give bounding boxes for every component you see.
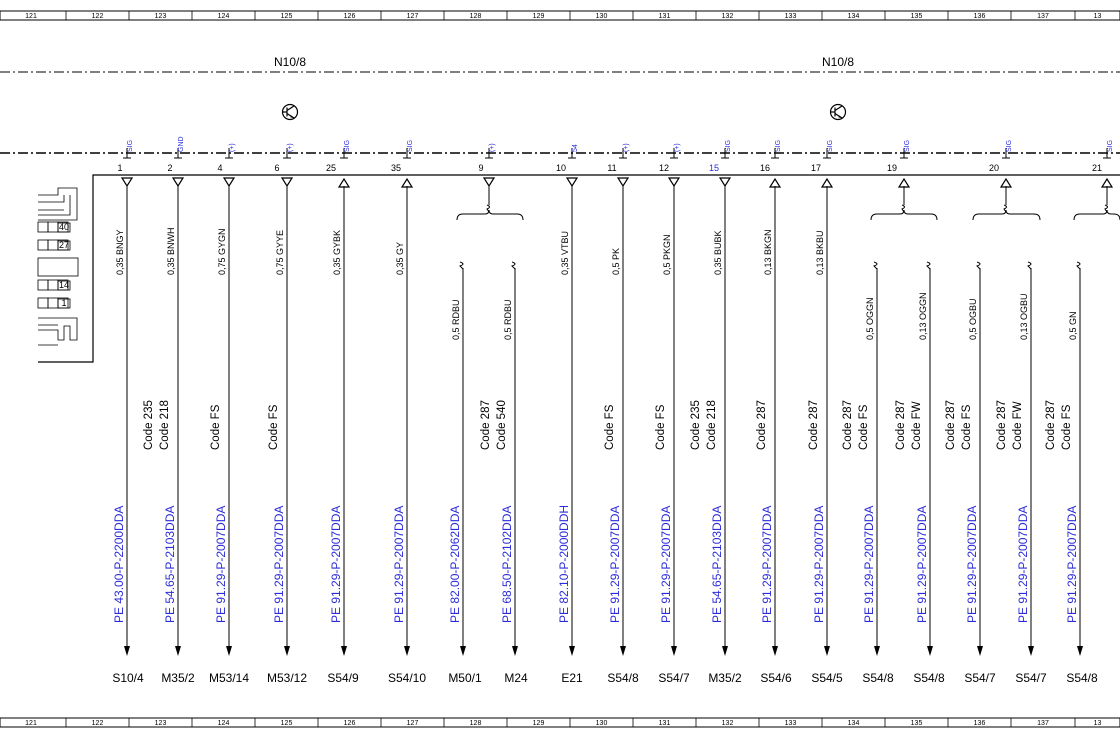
ruler-cell: 133 xyxy=(784,720,797,727)
wire-color-label: 0,5 OGBU xyxy=(968,298,978,340)
split-brace xyxy=(457,210,523,220)
arrow-down-icon xyxy=(512,646,518,656)
ruler-bottom xyxy=(0,718,1120,727)
arrow-down-icon xyxy=(772,646,778,656)
code-label: Code FS xyxy=(961,404,973,450)
arrow-in-icon xyxy=(484,178,494,186)
ruler-cell: 132 xyxy=(721,720,734,727)
arrow-out-icon xyxy=(1102,179,1112,187)
pin-tag: SIG xyxy=(775,139,782,152)
arrow-in-icon xyxy=(618,178,628,186)
destination-label: S54/6 xyxy=(760,671,792,685)
code-label: Code FS xyxy=(604,404,616,450)
destination-label: S54/7 xyxy=(1015,671,1047,685)
code-label: Code 287 xyxy=(480,400,492,450)
wire-color-label: 0,35 VTBU xyxy=(560,230,570,275)
wire-color-label: 0,13 BKGN xyxy=(763,229,773,275)
wire-break xyxy=(927,262,930,269)
split-brace xyxy=(1074,210,1120,220)
pin-label: 6 xyxy=(274,163,280,173)
ruler-cell: 136 xyxy=(973,13,986,20)
ruler-cell: 137 xyxy=(1037,720,1049,727)
wire-color-label: 0,13 BKBU xyxy=(815,230,825,275)
connector-cell-27: 27 xyxy=(58,240,70,250)
reference-label: PE 91.29-P-2007DDA xyxy=(272,505,286,623)
arrow-down-icon xyxy=(460,646,466,656)
reference-label: PE 91.29-P-2007DDA xyxy=(812,505,826,623)
code-label: Code FW xyxy=(1012,401,1024,450)
pin-tag: SIG xyxy=(1006,139,1013,152)
ruler-cell: 125 xyxy=(280,13,293,20)
pin-tag: SIG xyxy=(127,139,134,152)
ruler-cell: 126 xyxy=(343,720,356,727)
pin-tag: (+) xyxy=(229,143,236,152)
ruler-cell: 122 xyxy=(91,720,104,727)
arrow-down-icon xyxy=(824,646,830,656)
wire-break xyxy=(977,262,980,269)
code-label: Code 218 xyxy=(159,400,171,450)
pin-label: 11 xyxy=(607,163,617,173)
destination-label: M35/2 xyxy=(708,671,742,685)
destination-label: M53/14 xyxy=(208,671,250,685)
reference-label: PE 43.00-P-2200DDA xyxy=(112,505,126,623)
destination-label: S54/8 xyxy=(913,671,945,685)
arrow-down-icon xyxy=(341,646,347,656)
ruler-cell: 128 xyxy=(469,13,482,20)
ruler-cell: 124 xyxy=(217,13,230,20)
pin-tag: SIG xyxy=(904,139,911,152)
code-label: Code 287 xyxy=(1045,400,1057,450)
transistor-symbol-icon xyxy=(283,105,298,120)
arrow-out-icon xyxy=(770,179,780,187)
arrow-down-icon xyxy=(671,646,677,656)
pin-tag: SIG xyxy=(827,139,834,152)
arrow-down-icon xyxy=(404,646,410,656)
code-label: Code 287 xyxy=(945,400,957,450)
destination-label: M24 xyxy=(504,671,528,685)
arrow-down-icon xyxy=(569,646,575,656)
arrow-in-icon xyxy=(122,178,132,186)
pin-label: 15 xyxy=(708,163,720,173)
ruler-cell: 13 xyxy=(1093,720,1102,727)
arrow-down-icon xyxy=(977,646,983,656)
ruler-cell: 126 xyxy=(343,13,356,20)
ruler-cell: 129 xyxy=(532,13,545,20)
reference-label: PE 91.29-P-2007DDA xyxy=(659,505,673,623)
wire-color-label: 0,5 OGGN xyxy=(865,297,875,340)
pin-label: 1 xyxy=(117,163,123,173)
reference-label: PE 91.29-P-2007DDA xyxy=(329,505,343,623)
arrow-in-icon xyxy=(669,178,679,186)
wire-group xyxy=(112,136,1120,685)
split-brace xyxy=(871,210,937,220)
reference-label: PE 91.29-P-2007DDA xyxy=(1065,505,1079,623)
destination-label: S54/10 xyxy=(387,671,427,685)
arrow-out-icon xyxy=(822,179,832,187)
reference-label: PE 54.65-P-2103DDA xyxy=(163,505,177,623)
ruler-cell: 128 xyxy=(469,720,482,727)
ruler-cell: 121 xyxy=(25,720,37,727)
code-label: Code 540 xyxy=(496,400,508,450)
pin-tag: (+) xyxy=(623,143,630,152)
connector-face-drawing xyxy=(38,188,78,345)
wire-break xyxy=(460,262,463,269)
pin-tag: (+) xyxy=(674,143,681,152)
pin-tag: (+) xyxy=(287,143,294,152)
ruler-cell: 130 xyxy=(595,720,608,727)
connector-cell-labels xyxy=(59,222,69,308)
reference-label: PE 91.29-P-2007DDA xyxy=(608,505,622,623)
ruler-cell: 137 xyxy=(1037,13,1049,20)
pin-tag: GND xyxy=(178,136,185,152)
wire-color-label: 0,5 PKGN xyxy=(662,234,672,275)
ruler-cell: 132 xyxy=(721,13,734,20)
wire-color-label: 0,35 GY xyxy=(395,241,405,275)
code-label: Code FS xyxy=(858,404,870,450)
destination-label: M35/2 xyxy=(161,671,195,685)
destination-label: S10/4 xyxy=(112,671,144,685)
code-label: Code 287 xyxy=(808,400,820,450)
destination-label: M50/1 xyxy=(448,671,482,685)
destination-label: M53/12 xyxy=(266,671,308,685)
arrow-out-icon xyxy=(899,179,909,187)
pin-tag: 54 xyxy=(572,144,579,152)
code-label: Code FS xyxy=(268,404,280,450)
ruler-cell: 134 xyxy=(847,720,860,727)
ruler-cell: 125 xyxy=(280,720,293,727)
pin-label: 2 xyxy=(167,163,173,173)
code-label: Code 287 xyxy=(842,400,854,450)
reference-label: PE 91.29-P-2007DDA xyxy=(392,505,406,623)
arrow-down-icon xyxy=(722,646,728,656)
arrow-out-icon xyxy=(339,179,349,187)
destination-label: S54/9 xyxy=(327,671,359,685)
ruler-cell: 127 xyxy=(406,13,419,20)
code-label: Code FW xyxy=(911,401,923,450)
reference-label: PE 82.10-P-2000DDH xyxy=(557,504,571,623)
arrow-out-icon xyxy=(1001,179,1011,187)
destination-label: S54/8 xyxy=(607,671,639,685)
ruler-cell: 127 xyxy=(406,720,419,727)
wire-color-label: 0,35 BNWH xyxy=(166,227,176,275)
pin-label: 25 xyxy=(325,163,337,173)
ruler-cell: 136 xyxy=(973,720,986,727)
pin-label: 10 xyxy=(555,163,567,173)
code-label: Code 218 xyxy=(706,400,718,450)
ruler-cell: 130 xyxy=(595,13,608,20)
wire-color-label: 0,5 RDBU xyxy=(503,299,513,340)
wire-color-label: 0,5 RDBU xyxy=(451,299,461,340)
ruler-cell: 122 xyxy=(91,13,104,20)
arrow-down-icon xyxy=(175,646,181,656)
reference-label: PE 91.29-P-2007DDA xyxy=(965,505,979,623)
ruler-cell: 135 xyxy=(910,13,923,20)
ruler-cell: 135 xyxy=(910,720,923,727)
ruler-cell: 13 xyxy=(1093,13,1102,20)
code-label: Code 235 xyxy=(143,400,155,450)
ruler-top xyxy=(0,11,1120,20)
pin-label: 9 xyxy=(478,163,484,173)
wire-color-label: 0,35 BUBK xyxy=(713,230,723,275)
destination-label: S54/7 xyxy=(964,671,996,685)
code-label: Code 287 xyxy=(895,400,907,450)
arrow-down-icon xyxy=(284,646,290,656)
pin-tag: SIG xyxy=(344,139,351,152)
code-label: Code FS xyxy=(1061,404,1073,450)
reference-label: PE 82.00-P-2062DDA xyxy=(448,505,462,623)
pin-label: 20 xyxy=(988,163,1000,173)
pin-label: 16 xyxy=(759,163,771,173)
split-brace xyxy=(973,210,1040,220)
pin-label: 21 xyxy=(1091,163,1103,173)
connector-cell-14: 14 xyxy=(58,280,70,290)
wire-break xyxy=(1028,262,1031,269)
code-label: Code FS xyxy=(210,404,222,450)
pin-label: 19 xyxy=(886,163,898,173)
wire-break xyxy=(512,262,515,269)
arrow-in-icon xyxy=(720,178,730,186)
code-label: Code 235 xyxy=(690,400,702,450)
arrow-down-icon xyxy=(927,646,933,656)
pin-tag: SIG xyxy=(407,139,414,152)
ruler-cell: 131 xyxy=(658,720,671,727)
pin-label: 12 xyxy=(658,163,670,173)
wire-color-label: 0,35 BNGY xyxy=(115,229,125,275)
arrow-in-icon xyxy=(282,178,292,186)
wire-color-label: 0,75 GYYE xyxy=(275,229,285,275)
pin-label: 17 xyxy=(810,163,822,173)
ruler-cell: 134 xyxy=(847,13,860,20)
destination-label: S54/7 xyxy=(658,671,690,685)
ruler-cell: 129 xyxy=(532,720,545,727)
destination-label: E21 xyxy=(561,671,583,685)
arrow-down-icon xyxy=(874,646,880,656)
ruler-cell: 121 xyxy=(25,13,37,20)
reference-label: PE 91.29-P-2007DDA xyxy=(214,505,228,623)
pin-tag: SIG xyxy=(725,139,732,152)
reference-label: PE 68.50-P-2102DDA xyxy=(500,505,514,623)
ruler-frame xyxy=(0,718,1120,727)
arrow-down-icon xyxy=(1077,646,1083,656)
arrow-down-icon xyxy=(124,646,130,656)
code-label: Code 287 xyxy=(756,400,768,450)
code-label: Code 287 xyxy=(996,400,1008,450)
ruler-cell: 123 xyxy=(154,13,167,20)
reference-label: PE 91.29-P-2007DDA xyxy=(862,505,876,623)
arrow-down-icon xyxy=(226,646,232,656)
wire-color-label: 0,13 OGBU xyxy=(1019,293,1029,340)
pin-label: 35 xyxy=(390,163,402,173)
pin-tag: SIG xyxy=(1107,139,1114,152)
connector-cell-40: 40 xyxy=(58,222,70,232)
pin-tag: (+) xyxy=(489,143,496,152)
code-label: Code FS xyxy=(655,404,667,450)
wire-break xyxy=(1077,262,1080,269)
wire-color-label: 0,13 OGGN xyxy=(918,292,928,340)
ruler-cell: 124 xyxy=(217,720,230,727)
wire-color-label: 0,75 GYGN xyxy=(217,228,227,275)
wire-color-label: 0,5 GN xyxy=(1068,311,1078,340)
arrow-down-icon xyxy=(1028,646,1034,656)
destination-label: S54/8 xyxy=(862,671,894,685)
destination-label: S54/8 xyxy=(1066,671,1098,685)
arrow-in-icon xyxy=(224,178,234,186)
wire-color-label: 0,35 GYBK xyxy=(332,229,342,275)
ruler-frame xyxy=(0,11,1120,20)
wire-color-label: 0,5 PK xyxy=(611,247,621,275)
reference-label: PE 91.29-P-2007DDA xyxy=(760,505,774,623)
ruler-cell: 123 xyxy=(154,720,167,727)
wire-break xyxy=(874,262,877,269)
ruler-cell: 131 xyxy=(658,13,671,20)
component-label-left: N10/8 xyxy=(273,55,307,69)
arrow-in-icon xyxy=(173,178,183,186)
reference-label: PE 54.65-P-2103DDA xyxy=(710,505,724,623)
connector-cell-1: 1 xyxy=(61,298,67,308)
arrow-in-icon xyxy=(567,178,577,186)
pin-label: 4 xyxy=(217,163,223,173)
ruler-cell: 133 xyxy=(784,13,797,20)
destination-label: S54/5 xyxy=(811,671,843,685)
arrow-down-icon xyxy=(620,646,626,656)
transistor-symbol-icon xyxy=(831,105,846,120)
reference-label: PE 91.29-P-2007DDA xyxy=(915,505,929,623)
component-label-right: N10/8 xyxy=(821,55,855,69)
reference-label: PE 91.29-P-2007DDA xyxy=(1016,505,1030,623)
arrow-out-icon xyxy=(402,179,412,187)
connector-housing xyxy=(38,175,1120,362)
